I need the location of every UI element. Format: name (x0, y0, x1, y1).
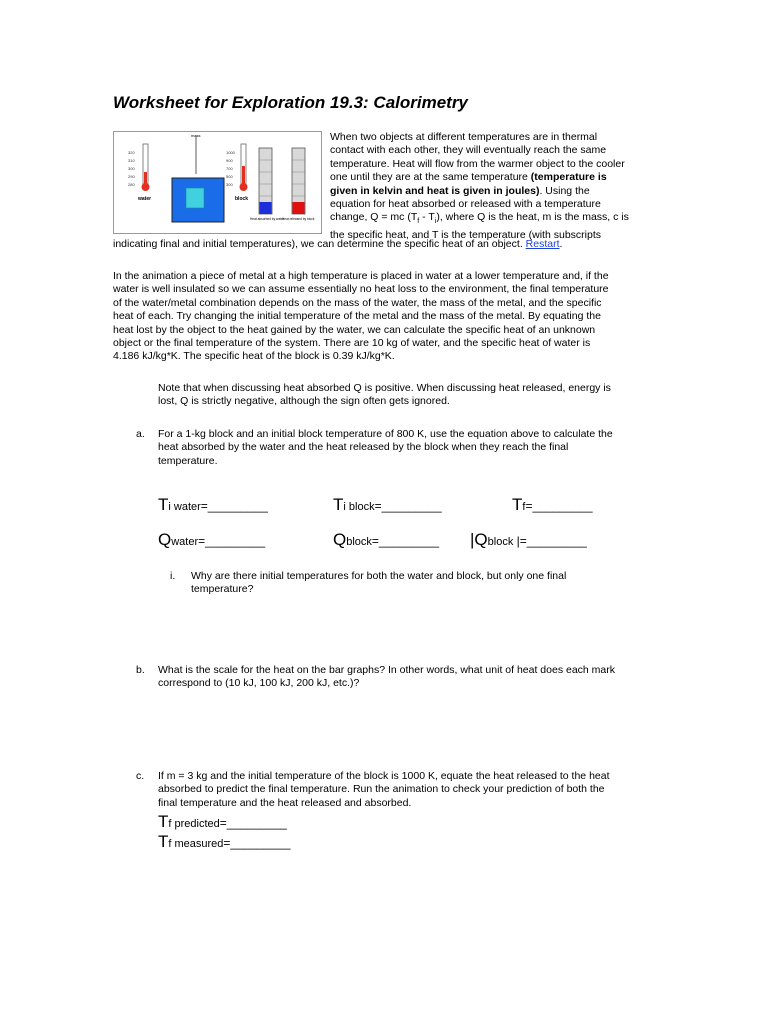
question-c-text: If m = 3 kg and the initial temperature of the block is 1000 K, equate the heat released to the heat absorbed to predict the final temperature. Run the animation to check your prediction of both the final temperature and the heat released and absorbed. (158, 770, 610, 809)
svg-text:300: 300 (128, 166, 135, 171)
animation-canvas (114, 132, 321, 233)
page-title: Worksheet for Exploration 19.3: Calorimetry (113, 93, 468, 112)
sign-note: Note that when discussing heat absorbed Q is positive. When discussing heat released, energy is lost, Q is strictly negative, although the sign often gets ignored. (158, 382, 611, 408)
question-a-i-text: Why are there initial temperatures for both the water and block, but only one final temperature? (191, 570, 567, 596)
question-a-i-label: i. (170, 570, 176, 582)
question-a-label: a. (136, 428, 145, 440)
beaker (172, 133, 224, 222)
answer-q-block[interactable]: Qblock=_________ (333, 530, 439, 549)
svg-text:320: 320 (128, 150, 135, 155)
question-b-text: What is the scale for the heat on the bar graphs? In other words, what unit of heat does each mark correspond to (10 kJ, 100 kJ, 200 kJ, etc.)? (158, 664, 616, 690)
answer-ti-block[interactable]: Ti block=_________ (333, 495, 442, 514)
svg-text:900: 900 (226, 158, 233, 163)
question-a-text: For a 1-kg block and an initial block temperature of 800 K, use the equation above to calculate the heat absorbed by the water and the heat released by the block when they reach the final temperature. (158, 428, 613, 467)
svg-text:290: 290 (128, 174, 135, 179)
water-thermometer (128, 144, 151, 202)
question-c-label: c. (136, 770, 145, 782)
restart-link[interactable]: Restart (525, 238, 560, 250)
block-label: block (235, 196, 249, 202)
svg-text:Heat released by block: Heat released by block (282, 217, 315, 221)
water-label: water (138, 196, 152, 202)
answer-tf-measured[interactable]: Tf measured=_________ (158, 832, 291, 851)
svg-text:500: 500 (226, 174, 233, 179)
answer-q-water[interactable]: Qwater=_________ (158, 530, 266, 549)
block-thermometer (226, 144, 248, 202)
intro-last-line: indicating final and initial temperatures), we can determine the specific heat of an object. Restart. (113, 238, 563, 250)
answer-abs-q-block[interactable]: |Qblock |=_________ (470, 530, 587, 549)
answer-ti-water[interactable]: Ti water=_________ (158, 495, 268, 514)
svg-text:700: 700 (226, 166, 233, 171)
answer-tf[interactable]: Tf=_________ (512, 495, 593, 514)
heat-absorbed-bar (250, 148, 285, 221)
answer-tf-predicted[interactable]: Tf predicted=_________ (158, 812, 287, 831)
intro-paragraph: When two objects at different temperatures are in thermal contact with each other, they will eventually reach the same temperature. Heat will flow from the warmer object to the cooler one until they are at the same temperature (temperature is given in kelvin and heat is given in joules). Using the equation for heat absorbed or released with a temperature change, Q = mc $(T_f - T_i)$, where Q is the heat, m is the mass, c is the specific heat, and T is the temperature (with subscripts (330, 131, 629, 241)
heat-released-bar (282, 148, 315, 221)
svg-text:Heat absorbed by water: Heat absorbed by water (250, 217, 284, 221)
calorimetry-animation[interactable] (113, 131, 322, 234)
svg-text:mass: mass (191, 133, 201, 138)
svg-text:1000: 1000 (226, 150, 235, 155)
svg-text:310: 310 (128, 158, 135, 163)
question-b-label: b. (136, 664, 145, 676)
animation-description: In the animation a piece of metal at a high temperature is placed in water at a lower temperature and, if the water is well insulated so we can assume essentially no heat loss to the environment, the final temperature of the water/metal combination depends on the mass of the water, the mass of the metal, and the specific heat of each. Try changing the initial temperature of the metal and the mass of the metal. By equating the heat lost by the object to the heat gained by the water, we can calculate the specific heat of an unknown object or the final temperature of the system. There are 10 kg of water, and the specific heat of water is 4.186 kJ/kg*K. The specific heat of the block is 0.39 kJ/kg*K. (113, 270, 609, 363)
svg-text:300: 300 (226, 182, 233, 187)
svg-text:280: 280 (128, 182, 135, 187)
metal-block (186, 188, 204, 208)
